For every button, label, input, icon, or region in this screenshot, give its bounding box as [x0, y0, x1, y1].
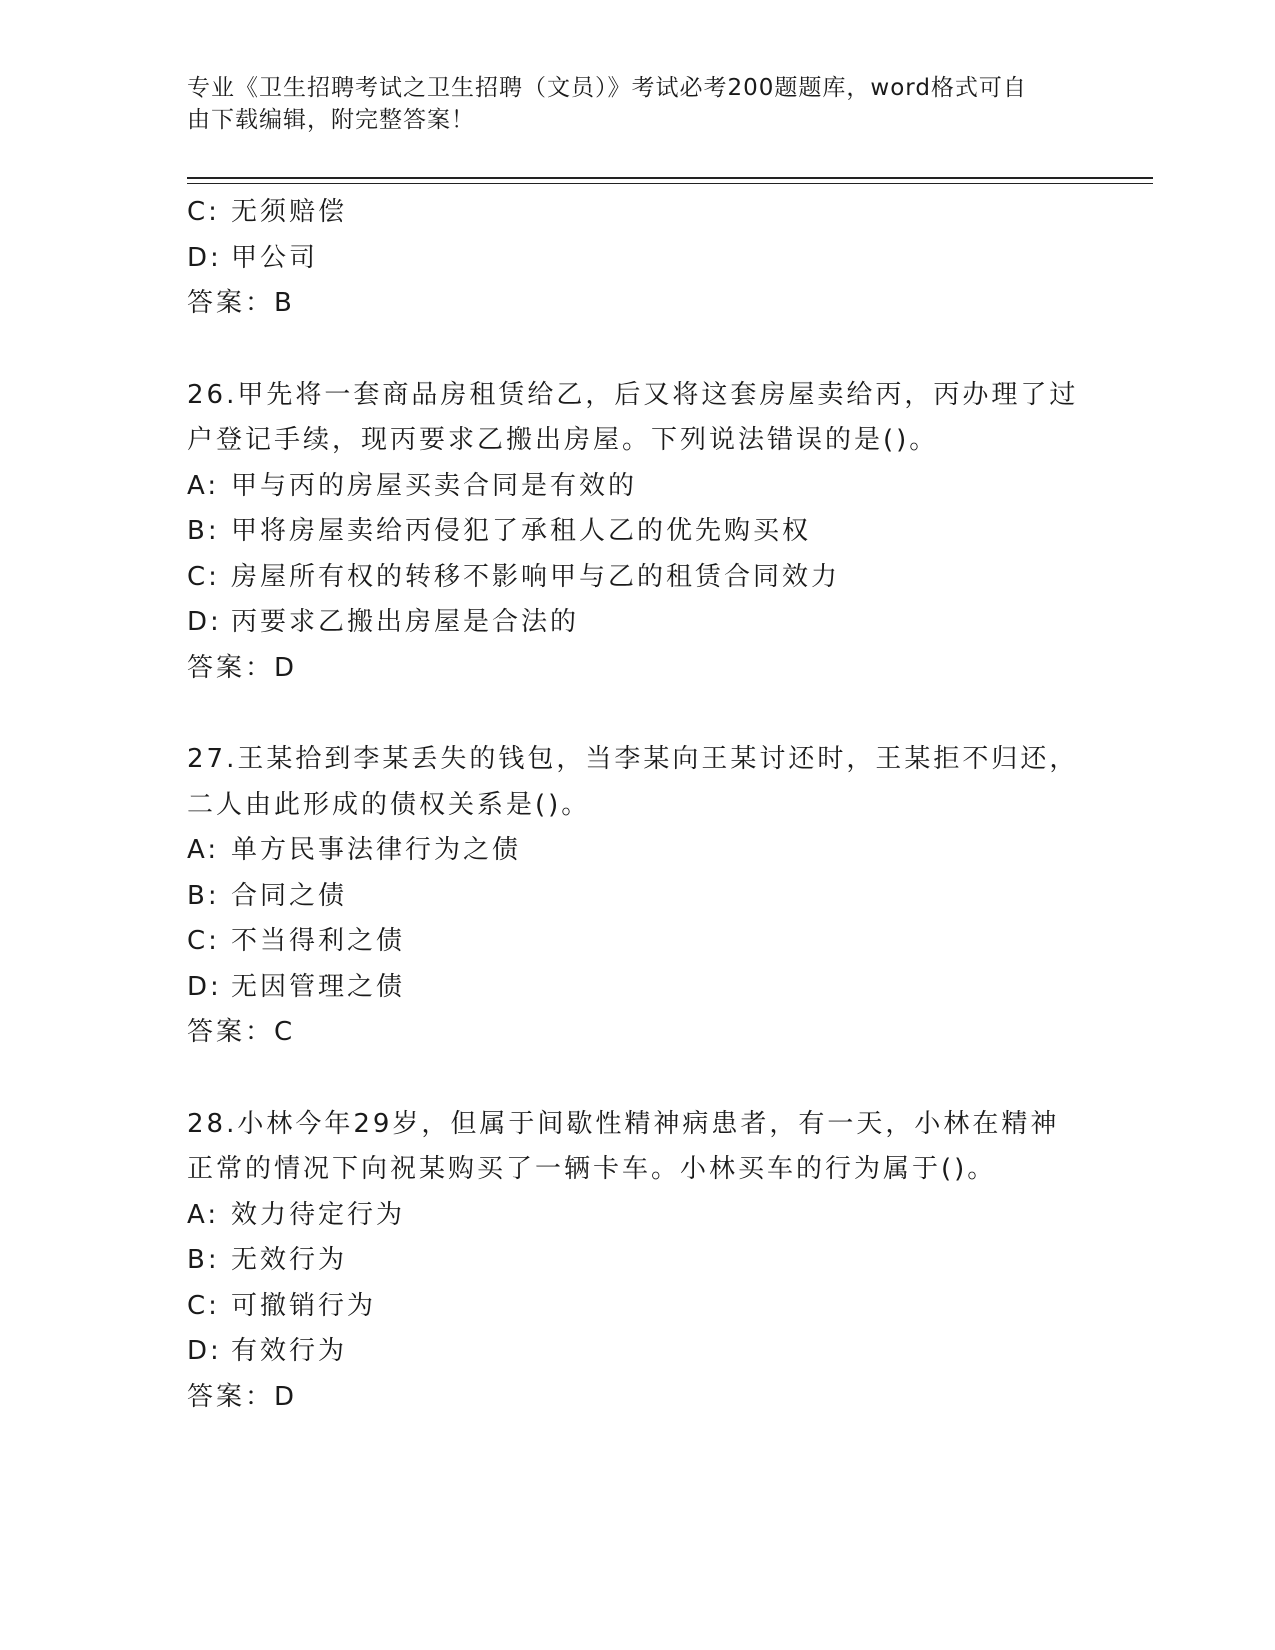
option-d: D: 有效行为	[187, 1336, 348, 1366]
answer-line: 答案：C	[187, 1017, 296, 1047]
question-stem-line: 28.小林今年29岁，但属于间歇性精神病患者，有一天，小林在精神	[187, 1108, 1060, 1139]
question-26	[187, 373, 1087, 692]
question-stem-line: 正常的情况下向祝某购买了一辆卡车。小林买车的行为属于()。	[187, 1154, 997, 1184]
header-rule-thick	[187, 177, 1153, 179]
option-a: A: 单方民事法律行为之债	[187, 835, 522, 865]
header-line-2: 由下载编辑，附完整答案！	[187, 107, 475, 133]
question-stem-line: 二人由此形成的债权关系是()。	[187, 789, 591, 820]
header-line-1: 专业《卫生招聘考试之卫生招聘（文员）》考试必考200题题库，word格式可自	[187, 75, 1027, 101]
option-c: C: 可撤销行为	[187, 1290, 377, 1321]
option-b: B: 合同之债	[187, 880, 348, 911]
option-c: C: 无须赔偿	[187, 197, 348, 227]
answer-line: 答案：D	[187, 1381, 298, 1412]
question-stem-line: 26.甲先将一套商品房租赁给乙，后又将这套房屋卖给丙，丙办理了过	[187, 379, 1079, 410]
previous-question-tail	[187, 190, 1087, 327]
question-28	[187, 1102, 1087, 1421]
option-b: B: 甲将房屋卖给丙侵犯了承租人乙的优先购买权	[187, 516, 812, 546]
question-27	[187, 737, 1087, 1056]
option-a: A: 效力待定行为	[187, 1199, 406, 1230]
answer-line: 答案：B	[187, 288, 295, 318]
question-stem-line: 27.王某拾到李某丢失的钱包，当李某向王某讨还时，王某拒不归还，	[187, 744, 1079, 774]
option-c: C: 房屋所有权的转移不影响甲与乙的租赁合同效力	[187, 561, 841, 592]
option-d: D: 丙要求乙搬出房屋是合法的	[187, 607, 580, 637]
option-b: B: 无效行为	[187, 1245, 348, 1275]
header-rule-thin	[187, 183, 1153, 184]
option-a: A: 甲与丙的房屋买卖合同是有效的	[187, 470, 638, 501]
option-d: D: 无因管理之债	[187, 971, 406, 1002]
answer-line: 答案：D	[187, 652, 298, 683]
option-c: C: 不当得利之债	[187, 926, 406, 956]
question-content	[187, 190, 1087, 1420]
question-stem-line: 户登记手续，现丙要求乙搬出房屋。下列说法错误的是()。	[187, 425, 939, 455]
option-d: D: 甲公司	[187, 242, 319, 273]
page-header	[187, 72, 1067, 136]
